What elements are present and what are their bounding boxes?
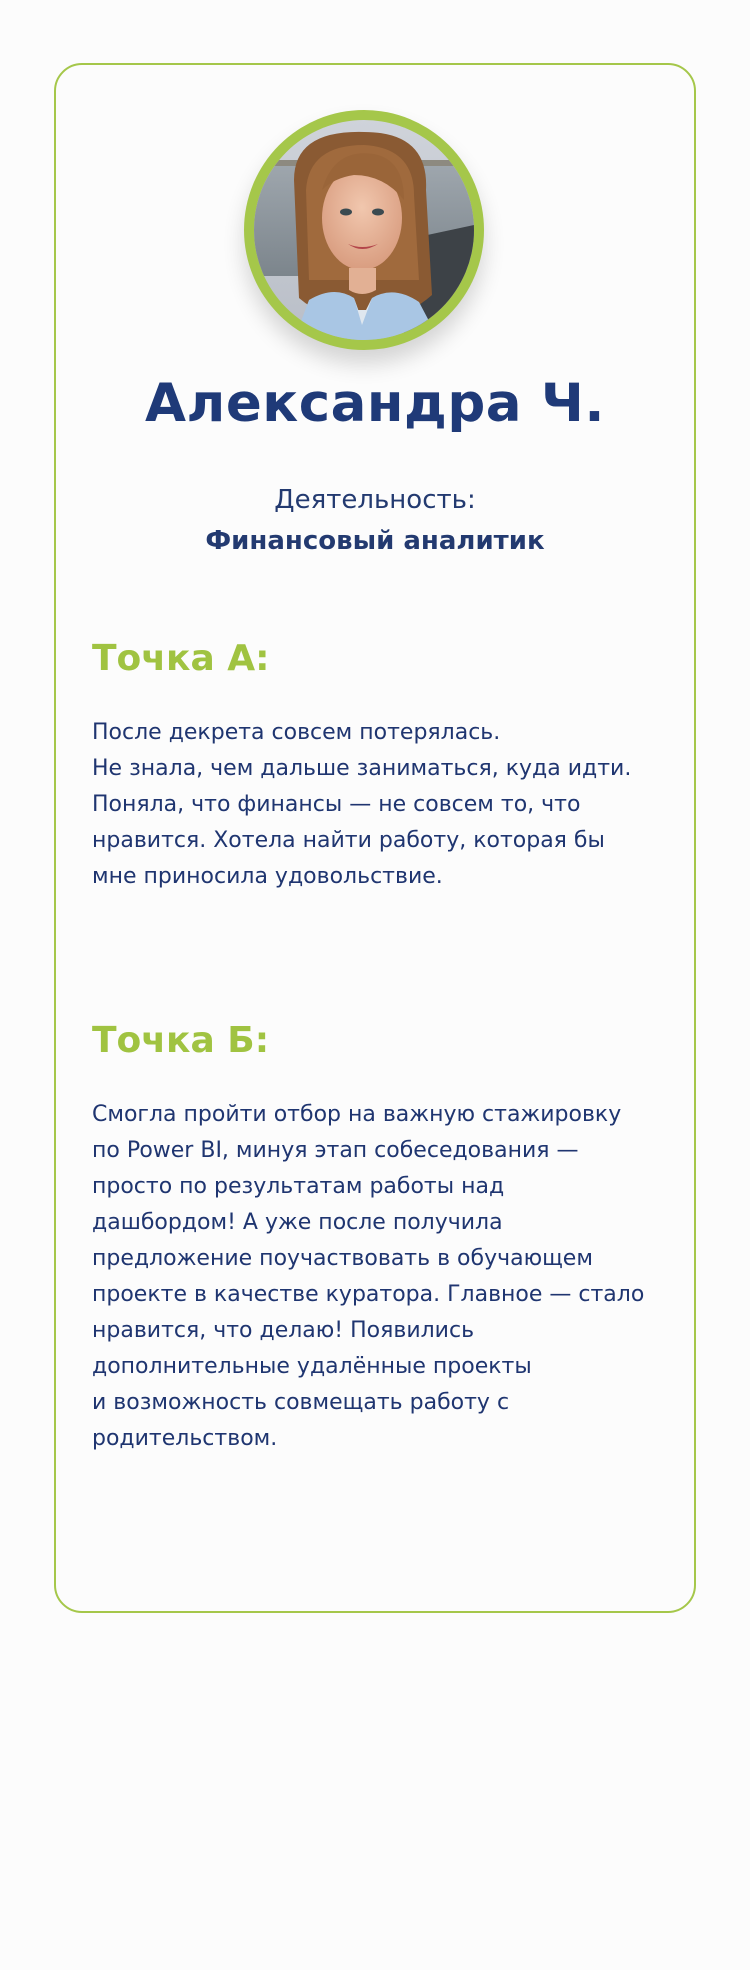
point-b-title: Точка Б: xyxy=(92,1020,270,1061)
avatar-photo xyxy=(254,120,474,340)
avatar xyxy=(254,120,474,340)
point-b-text: Смогла пройти отбор на важную стажировку по Power BI, минуя этап собеседования — просто по результатам работы над дашбордом! А уже после получила предложение поучаствовать в обучающем проекте в качестве куратора. Главное — стало нравится, что делаю! Появились дополнительные удалённые проекты и возможность совмещать работу с родительством. xyxy=(92,1102,645,1451)
activity-label: Деятельность: xyxy=(274,485,476,515)
point-a-title: Точка А: xyxy=(92,638,270,679)
point-a-text: После декрета совсем потерялась. Не знала, чем дальше заниматься, куда идти. Поняла, что финансы — не совсем то, что нравится. Хотела найти работу, которая бы мне приносила удовольствие. xyxy=(92,720,632,889)
avatar-ring xyxy=(244,110,484,350)
activity-value: Финансовый аналитик xyxy=(205,526,545,556)
testimonial-card xyxy=(54,63,696,1613)
person-name: Александра Ч. xyxy=(145,373,605,434)
